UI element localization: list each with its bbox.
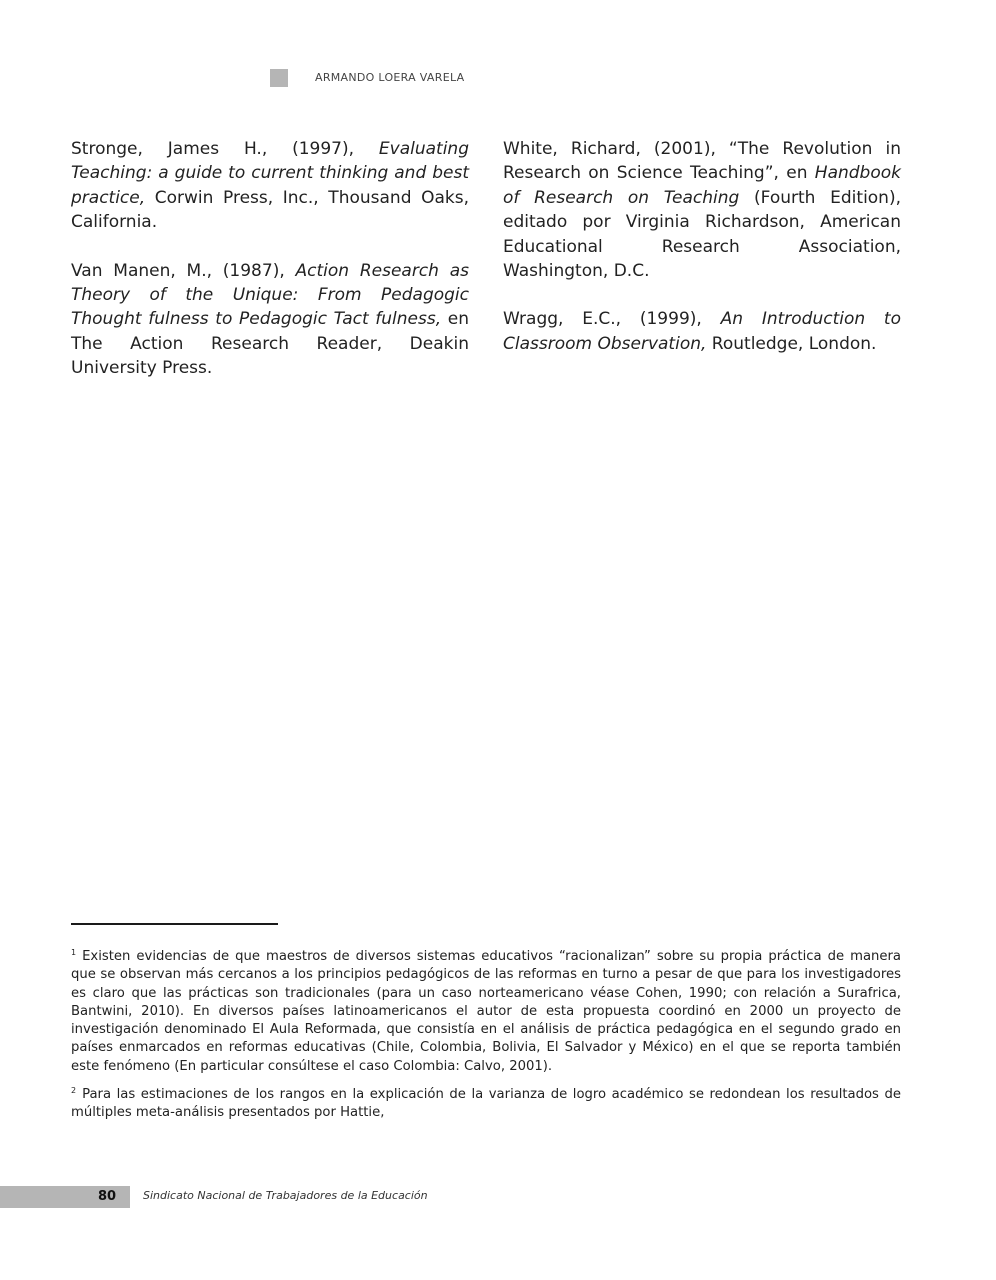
reference-entry (71, 137, 469, 235)
reference-title: Handbook of Research on Teaching (503, 163, 901, 208)
reference-entry (503, 307, 901, 356)
footnote (71, 944, 901, 1076)
references-column-right (503, 137, 901, 380)
references-column-left (71, 137, 469, 405)
page-number: 80 (97, 1189, 117, 1204)
reference-authors: White, Richard, (2001), “The Revolution in Research on Science Teaching”, en (503, 139, 901, 184)
reference-publisher: Routledge, London. (706, 333, 877, 354)
running-header-author: ARMANDO LOERA VARELA (315, 71, 465, 84)
reference-authors: Van Manen, M., (1987), (71, 260, 296, 281)
footnote-marker: 2 (71, 1086, 77, 1096)
reference-authors: Wragg, E.C., (1999), (503, 309, 721, 330)
footnote-marker: 1 (71, 948, 77, 957)
footnote-separator (71, 923, 278, 925)
reference-publisher: en The Action Research Reader, Deakin University Press. (71, 309, 470, 379)
footer-organization: Sindicato Nacional de Trabajadores de la Educación (143, 1189, 428, 1202)
header-marker-square (270, 69, 288, 87)
reference-entry (71, 259, 469, 381)
reference-title: Evaluating Teaching: a guide to current thinking and best practice, (71, 139, 469, 208)
reference-publisher: Corwin Press, Inc., Thousand Oaks, California. (71, 187, 469, 233)
reference-entry (503, 137, 901, 283)
footnote (71, 1082, 901, 1123)
reference-authors: Stronge, James H., (1997), (71, 139, 379, 159)
reference-publisher: (Fourth Edition), editado por Virginia Richardson, American Educational Research Association, Washington, D.C. (503, 187, 901, 282)
reference-title: An Introduction to Classroom Observation, (503, 309, 902, 354)
footnote-text: Existen evidencias de que maestros de diversos sistemas educativos “racionalizan” sobre su propia práctica de manera que se observan más cercanos a los principios pedagógicos de las reformas en turno a pesar de que para los investigadores es claro que las prácticas son tradicionales (para un caso norteamericano véase Cohen, 1990; con relación a Surafrica, Bantwini, 2010). En diversos países latinoamericanos el autor de esta propuesta coordinó en 2000 un proyecto de investigación denominado El Aula Reformada, que consistía en el análisis de práctica pedagógica en el segundo grado en países enmarcados en reformas educativas (Chile, Colombia, Bolivia, El Salvador y México) en el que se reporta también este fenómeno (En particular consúltese el caso Colombia: Calvo, 2001). (71, 949, 901, 1074)
footnotes (71, 944, 901, 1129)
reference-title: Action Research as Theory of the Unique: From Pedagogic Thought fulness to Pedagogic Tact fulness, (71, 260, 469, 330)
footnote-text: Para las estimaciones de los rangos en la explicación de la varianza de logro académico se redondean los resultados de múltiples meta-análisis presentados por Hattie, (71, 1087, 901, 1121)
